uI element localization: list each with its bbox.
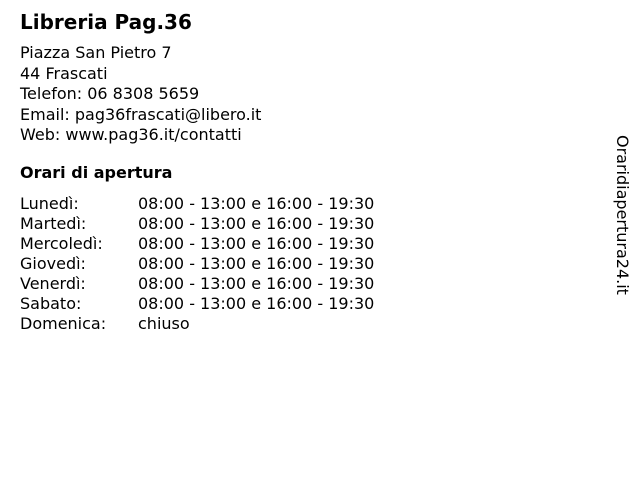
time-value: 08:00 - 13:00 e 16:00 - 19:30	[138, 274, 375, 293]
address-street: Piazza San Pietro 7	[20, 43, 172, 62]
day-label: Lunedì:	[20, 194, 79, 213]
phone-text: Telefon: 06 8308 5659	[20, 84, 200, 103]
day-label: Venerdì:	[20, 274, 86, 293]
web-text: Web: www.pag36.it/contatti	[20, 125, 242, 144]
store-contact-block	[20, 43, 261, 146]
time-value: 08:00 - 13:00 e 16:00 - 19:30	[138, 214, 375, 233]
day-label: Mercoledì:	[20, 234, 103, 253]
store-name: Libreria Pag.36	[20, 10, 192, 34]
day-label: Giovedì:	[20, 254, 86, 273]
opening-hours-heading: Orari di apertura	[20, 163, 173, 182]
time-value: chiuso	[138, 314, 190, 333]
day-label: Martedì:	[20, 214, 87, 233]
address-city: 44 Frascati	[20, 63, 108, 83]
side-brand-text: Oraridiapertura24.it	[613, 135, 632, 295]
email-text: Email: pag36frascati@libero.it	[20, 104, 262, 124]
day-label: Domenica:	[20, 314, 107, 333]
time-value: 08:00 - 13:00 e 16:00 - 19:30	[138, 234, 375, 253]
time-value: 08:00 - 13:00 e 16:00 - 19:30	[138, 194, 375, 213]
time-value: 08:00 - 13:00 e 16:00 - 19:30	[138, 254, 375, 273]
time-value: 08:00 - 13:00 e 16:00 - 19:30	[138, 294, 375, 313]
day-label: Sabato:	[20, 294, 82, 313]
